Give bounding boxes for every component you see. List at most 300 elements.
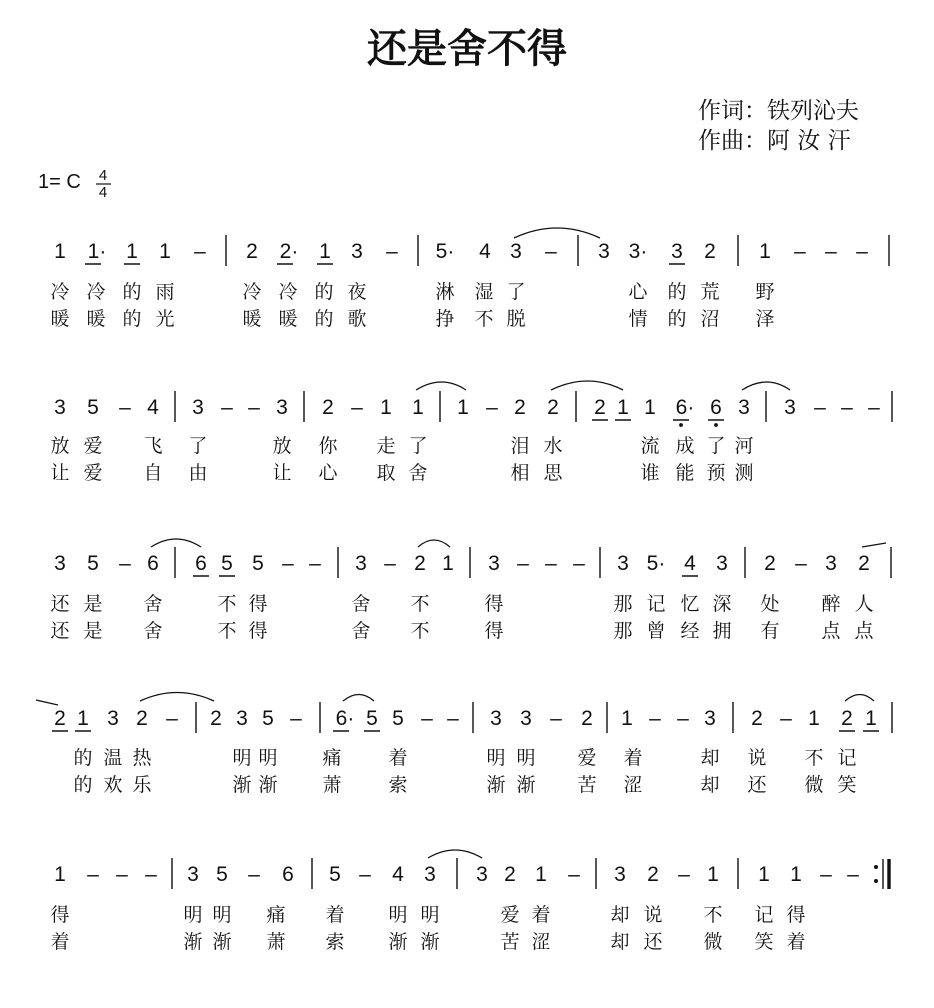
lyric-character: 自 <box>143 462 163 484</box>
lyric-character: 深 <box>712 593 732 615</box>
jianpu-note: 3 <box>355 552 367 575</box>
dash-extension: – <box>119 396 131 419</box>
lyric-character: 明 <box>486 747 506 769</box>
dash-extension: – <box>486 396 498 419</box>
lyric-character: 经 <box>680 620 700 642</box>
lyric-character: 处 <box>760 593 780 615</box>
jianpu-note: 3 <box>825 552 837 575</box>
lyric-character: 那 <box>613 593 633 615</box>
dash-extension: – <box>517 552 529 575</box>
jianpu-note: 5 <box>87 396 99 419</box>
lyric-character: 着 <box>623 747 643 769</box>
lyric-character: 相 <box>510 462 530 484</box>
lyric-character: 预 <box>706 462 726 484</box>
score-system-1 <box>50 235 889 330</box>
jianpu-note: 3 <box>490 707 502 730</box>
lyric-character: 测 <box>734 462 754 484</box>
lyric-character: 渐 <box>486 774 506 796</box>
lyricist-credit: 作词：铁列沁夫 <box>698 98 859 124</box>
lyric-character: 谁 <box>640 462 660 484</box>
lyric-character: 泽 <box>755 308 775 330</box>
jianpu-note: 2 <box>414 552 426 575</box>
lyric-character: 的 <box>667 281 687 303</box>
lyric-character: 放 <box>272 435 292 457</box>
jianpu-note: 3 <box>671 240 683 263</box>
jianpu-note: 2 <box>751 707 763 730</box>
system-5-lyrics-verse-2 <box>50 931 805 953</box>
lyric-character: 了 <box>706 435 726 457</box>
lyric-character: 人 <box>854 593 874 615</box>
lyric-character: 是 <box>83 593 103 615</box>
jianpu-note: 6 <box>710 396 722 419</box>
lyric-character: 沼 <box>700 308 720 330</box>
time-signature-bottom: 4 <box>98 184 108 201</box>
jianpu-note: 4 <box>392 863 404 886</box>
lyric-character: 舍 <box>143 620 163 642</box>
jianpu-note: 5· <box>435 240 455 263</box>
lyric-character: 放 <box>50 435 70 457</box>
score-system-2 <box>50 391 892 484</box>
lyric-character: 萧 <box>266 931 286 953</box>
dash-extension: – <box>386 240 398 263</box>
dash-extension: – <box>573 552 585 575</box>
jianpu-note: 5 <box>366 707 378 730</box>
dash-extension: – <box>856 240 868 263</box>
lyric-character: 得 <box>484 593 504 615</box>
system-1-notes <box>54 235 889 266</box>
lyric-character: 得 <box>484 620 504 642</box>
jianpu-note: 2 <box>547 396 559 419</box>
lyric-character: 不 <box>804 747 824 769</box>
jianpu-note: 6 <box>282 863 294 886</box>
lyric-character: 着 <box>325 904 345 926</box>
jianpu-note: 1 <box>808 707 820 730</box>
tie <box>418 540 450 547</box>
score-system-5 <box>50 858 859 953</box>
lyric-character: 着 <box>388 747 408 769</box>
lyric-character: 那 <box>613 620 633 642</box>
lyric-character: 却 <box>610 904 630 926</box>
lyric-character: 记 <box>646 593 666 615</box>
lyric-character: 的 <box>73 774 93 796</box>
lyric-character: 湿 <box>474 281 494 303</box>
system-4-lyrics-verse-1 <box>73 747 856 769</box>
lyric-character: 明 <box>183 904 203 926</box>
dash-extension: – <box>841 396 853 419</box>
lyric-character: 泪 <box>510 435 530 457</box>
jianpu-note: 1 <box>126 240 138 263</box>
lyric-character: 冷 <box>242 281 262 303</box>
lyric-character: 让 <box>50 462 70 484</box>
lyric-character: 有 <box>760 620 780 642</box>
lyric-character: 由 <box>188 462 208 484</box>
lyric-character: 爱 <box>83 462 103 484</box>
time-signature-top: 4 <box>98 167 108 184</box>
lyric-character: 笑 <box>837 774 857 796</box>
jianpu-note: 1 <box>54 863 66 886</box>
lyric-character: 着 <box>531 904 551 926</box>
jianpu-note: 5· <box>646 552 666 575</box>
jianpu-note: 3 <box>784 396 796 419</box>
lyric-character: 不 <box>217 620 237 642</box>
lyric-character: 脱 <box>506 308 526 330</box>
jianpu-note: 5 <box>87 552 99 575</box>
jianpu-note: 1 <box>54 240 66 263</box>
jianpu-note: 3 <box>276 396 288 419</box>
lyric-character: 还 <box>747 774 767 796</box>
lyric-character: 说 <box>643 904 663 926</box>
lyric-character: 说 <box>747 747 767 769</box>
lyric-character: 微 <box>703 931 723 953</box>
dash-extension: – <box>820 863 832 886</box>
lyric-character: 舍 <box>351 593 371 615</box>
jianpu-note: 3 <box>716 552 728 575</box>
lyric-character: 爱 <box>577 747 597 769</box>
lyric-character: 明 <box>388 904 408 926</box>
dash-extension: – <box>248 863 260 886</box>
lyric-character: 点 <box>821 620 841 642</box>
jianpu-note: 2 <box>704 240 716 263</box>
score-system-3 <box>50 547 891 642</box>
jianpu-note: 5 <box>252 552 264 575</box>
jianpu-note: 2 <box>322 396 334 419</box>
tie <box>845 695 874 702</box>
lyric-character: 挣 <box>435 308 455 330</box>
jianpu-note: 1· <box>87 240 107 263</box>
song-title: 还是舍不得 <box>367 26 567 72</box>
lyric-character: 温 <box>103 747 123 769</box>
jianpu-note: 3 <box>520 707 532 730</box>
jianpu-note: 6· <box>675 396 695 419</box>
lyric-character: 渐 <box>258 774 278 796</box>
tie <box>551 381 623 390</box>
system-2-lyrics-verse-2 <box>50 462 753 484</box>
lyric-character: 了 <box>408 435 428 457</box>
lyric-character: 萧 <box>322 774 342 796</box>
tie <box>140 693 214 702</box>
lyric-character: 荒 <box>700 281 720 303</box>
jianpu-note: 1 <box>759 240 771 263</box>
jianpu-note: 1 <box>758 863 770 886</box>
system-3-lyrics-verse-2 <box>50 620 874 642</box>
dash-extension: – <box>87 863 99 886</box>
jianpu-note: 1 <box>535 863 547 886</box>
lyric-character: 心 <box>318 462 338 484</box>
jianpu-note: 4 <box>479 240 491 263</box>
lyric-character: 明 <box>420 904 440 926</box>
dash-extension: – <box>166 707 178 730</box>
jianpu-note: 3 <box>187 863 199 886</box>
lyric-character: 涩 <box>531 931 551 953</box>
dash-extension: – <box>351 396 363 419</box>
dash-extension: – <box>868 396 880 419</box>
lyric-character: 水 <box>543 435 563 457</box>
jianpu-note: 5 <box>221 552 233 575</box>
jianpu-note: 4 <box>147 396 159 419</box>
lyric-character: 渐 <box>388 931 408 953</box>
lyric-character: 了 <box>188 435 208 457</box>
dash-extension: – <box>545 240 557 263</box>
jianpu-note: 2 <box>581 707 593 730</box>
lyric-character: 得 <box>786 904 806 926</box>
jianpu-note: 2 <box>514 396 526 419</box>
lyric-character: 河 <box>734 435 754 457</box>
dash-extension: – <box>119 552 131 575</box>
lyric-character: 得 <box>248 593 268 615</box>
lyric-character: 的 <box>314 281 334 303</box>
repeat-dot <box>874 865 878 869</box>
lyric-character: 冷 <box>86 281 106 303</box>
lyric-character: 乐 <box>132 774 152 796</box>
jianpu-note: 3 <box>738 396 750 419</box>
lyric-character: 醉 <box>821 593 841 615</box>
lyric-character: 痛 <box>322 747 342 769</box>
jianpu-note: 1 <box>159 240 171 263</box>
lyric-character: 却 <box>610 931 630 953</box>
lyric-character: 爱 <box>500 904 520 926</box>
lyric-character: 雨 <box>155 281 175 303</box>
lyric-character: 记 <box>837 747 857 769</box>
lyric-character: 你 <box>318 435 338 457</box>
dash-extension: – <box>795 552 807 575</box>
lyric-character: 渐 <box>183 931 203 953</box>
lyric-character: 着 <box>786 931 806 953</box>
jianpu-note: 2 <box>764 552 776 575</box>
dash-extension: – <box>447 707 459 730</box>
lyric-character: 心 <box>628 281 648 303</box>
lyric-character: 的 <box>122 281 142 303</box>
lyric-character: 着 <box>50 931 70 953</box>
lyric-character: 舍 <box>351 620 371 642</box>
jianpu-note: 1 <box>707 863 719 886</box>
dash-extension: – <box>847 863 859 886</box>
lyric-character: 涩 <box>623 774 643 796</box>
tie <box>514 228 600 238</box>
jianpu-note: 1 <box>380 396 392 419</box>
dash-extension: – <box>568 863 580 886</box>
lyric-character: 夜 <box>347 281 367 303</box>
dash-extension: – <box>384 552 396 575</box>
tie <box>742 382 790 390</box>
lyric-character: 记 <box>754 904 774 926</box>
jianpu-note: 2 <box>841 707 853 730</box>
jianpu-note: 6 <box>147 552 159 575</box>
jianpu-note: 3 <box>236 707 248 730</box>
jianpu-note: 2· <box>279 240 299 263</box>
lyric-character: 淋 <box>435 281 455 303</box>
jianpu-note: 1 <box>412 396 424 419</box>
lyric-character: 索 <box>325 931 345 953</box>
tie <box>151 539 201 547</box>
lyric-character: 渐 <box>212 931 232 953</box>
system-4-lyrics-verse-2 <box>73 774 856 796</box>
dash-extension: – <box>550 707 562 730</box>
jianpu-note: 6· <box>335 707 355 730</box>
jianpu-note: 3 <box>614 863 626 886</box>
system-3-lyrics-verse-1 <box>50 593 873 615</box>
lyric-character: 爱 <box>83 435 103 457</box>
lyric-character: 点 <box>854 620 874 642</box>
system-5-lyrics-verse-1 <box>50 904 805 926</box>
jianpu-note: 1 <box>319 240 331 263</box>
composer-credit: 作曲：阿 汝 汗 <box>698 128 851 154</box>
dash-extension: – <box>248 396 260 419</box>
jianpu-note: 3 <box>476 863 488 886</box>
lyric-character: 忆 <box>680 593 700 615</box>
jianpu-note: 3 <box>510 240 522 263</box>
lyric-character: 走 <box>376 435 396 457</box>
jianpu-note: 6 <box>195 552 207 575</box>
lyric-character: 苦 <box>500 931 520 953</box>
dash-extension: – <box>116 863 128 886</box>
jianpu-note: 2 <box>210 707 222 730</box>
jianpu-note: 1 <box>442 552 454 575</box>
dash-extension: – <box>780 707 792 730</box>
octave-below-dot <box>714 423 718 427</box>
dash-extension: – <box>825 240 837 263</box>
lyric-character: 不 <box>217 593 237 615</box>
jianpu-note: 1 <box>644 396 656 419</box>
lyric-character: 苦 <box>577 774 597 796</box>
jianpu-note: 2 <box>594 396 606 419</box>
score-system-4 <box>52 702 892 796</box>
lyric-character: 舍 <box>408 462 428 484</box>
lyric-character: 歌 <box>347 308 367 330</box>
system-5-notes <box>54 858 859 889</box>
jianpu-note: 4 <box>684 552 696 575</box>
lyric-character: 暖 <box>242 308 262 330</box>
lyric-character: 暖 <box>278 308 298 330</box>
lyric-character: 明 <box>212 904 232 926</box>
lyric-character: 索 <box>388 774 408 796</box>
lyric-character: 明 <box>258 747 278 769</box>
jianpu-note: 3 <box>704 707 716 730</box>
jianpu-note: 3 <box>351 240 363 263</box>
system-4-notes <box>52 702 892 733</box>
system-3-notes <box>54 547 891 578</box>
lyric-character: 不 <box>474 308 494 330</box>
lyric-character: 热 <box>132 747 152 769</box>
lyric-character: 的 <box>122 308 142 330</box>
key-signature: 1= C <box>38 171 81 193</box>
lyric-character: 的 <box>73 747 93 769</box>
lyric-character: 光 <box>155 308 175 330</box>
jianpu-note: 3 <box>617 552 629 575</box>
dash-extension: – <box>282 552 294 575</box>
lyric-character: 渐 <box>232 774 252 796</box>
lyric-character: 明 <box>516 747 536 769</box>
final-repeat-barline <box>874 859 889 889</box>
lyric-character: 明 <box>232 747 252 769</box>
dash-extension: – <box>794 240 806 263</box>
dash-extension: – <box>290 707 302 730</box>
dash-extension: – <box>309 552 321 575</box>
dash-extension: – <box>421 707 433 730</box>
lyric-character: 微 <box>804 774 824 796</box>
tie <box>862 543 886 547</box>
jianpu-note: 1 <box>617 396 629 419</box>
lyric-character: 渐 <box>516 774 536 796</box>
jianpu-note: 5 <box>262 707 274 730</box>
repeat-dot <box>874 879 878 883</box>
jianpu-note: 1 <box>790 863 802 886</box>
lyric-character: 的 <box>314 308 334 330</box>
tie <box>416 382 466 390</box>
dash-extension: – <box>649 707 661 730</box>
lyric-character: 飞 <box>143 435 163 457</box>
dash-extension: – <box>677 707 689 730</box>
dash-extension: – <box>145 863 157 886</box>
dash-extension: – <box>545 552 557 575</box>
lyric-character: 还 <box>50 620 70 642</box>
system-1-lyrics-verse-1 <box>50 281 774 303</box>
jianpu-note: 5 <box>329 863 341 886</box>
lyric-character: 还 <box>643 931 663 953</box>
lyric-character: 取 <box>376 462 396 484</box>
jianpu-note: 3 <box>598 240 610 263</box>
jianpu-note: 2 <box>504 863 516 886</box>
lyric-character: 情 <box>628 308 648 330</box>
jianpu-note: 1 <box>77 707 89 730</box>
lyric-character: 痛 <box>266 904 286 926</box>
jianpu-note: 3 <box>54 552 66 575</box>
jianpu-note: 5 <box>216 863 228 886</box>
lyric-character: 冷 <box>50 281 70 303</box>
lyric-character: 流 <box>640 435 660 457</box>
jianpu-note: 2 <box>136 707 148 730</box>
system-2-lyrics-verse-1 <box>50 435 753 457</box>
jianpu-note: 2 <box>647 863 659 886</box>
jianpu-note: 1 <box>865 707 877 730</box>
lyric-character: 拥 <box>712 620 732 642</box>
jianpu-note: 3· <box>628 240 648 263</box>
jianpu-note: 1 <box>457 396 469 419</box>
tie <box>343 695 374 702</box>
lyric-character: 不 <box>410 593 430 615</box>
tie <box>428 850 482 858</box>
jianpu-note: 2 <box>858 552 870 575</box>
lyric-character: 不 <box>410 620 430 642</box>
lyric-character: 野 <box>755 281 775 303</box>
lyric-character: 是 <box>83 620 103 642</box>
jianpu-note: 3 <box>107 707 119 730</box>
lyric-character: 舍 <box>143 593 163 615</box>
jianpu-note: 3 <box>488 552 500 575</box>
lyric-character: 得 <box>50 904 70 926</box>
jianpu-note: 5 <box>392 707 404 730</box>
lyric-character: 的 <box>667 308 687 330</box>
lyric-character: 却 <box>700 747 720 769</box>
jianpu-note: 2 <box>246 240 258 263</box>
jianpu-note: 1 <box>621 707 633 730</box>
lyric-character: 能 <box>675 462 695 484</box>
dash-extension: – <box>678 863 690 886</box>
lyric-character: 暖 <box>50 308 70 330</box>
jianpu-note: 2 <box>54 707 66 730</box>
lyric-character: 却 <box>700 774 720 796</box>
dash-extension: – <box>814 396 826 419</box>
lyric-character: 了 <box>506 281 526 303</box>
lyric-character: 渐 <box>420 931 440 953</box>
lyric-character: 让 <box>272 462 292 484</box>
lyric-character: 冷 <box>278 281 298 303</box>
lyric-character: 还 <box>50 593 70 615</box>
dash-extension: – <box>194 240 206 263</box>
jianpu-note: 3 <box>424 863 436 886</box>
lyric-character: 不 <box>703 904 723 926</box>
jianpu-note: 3 <box>192 396 204 419</box>
lyric-character: 成 <box>675 435 695 457</box>
